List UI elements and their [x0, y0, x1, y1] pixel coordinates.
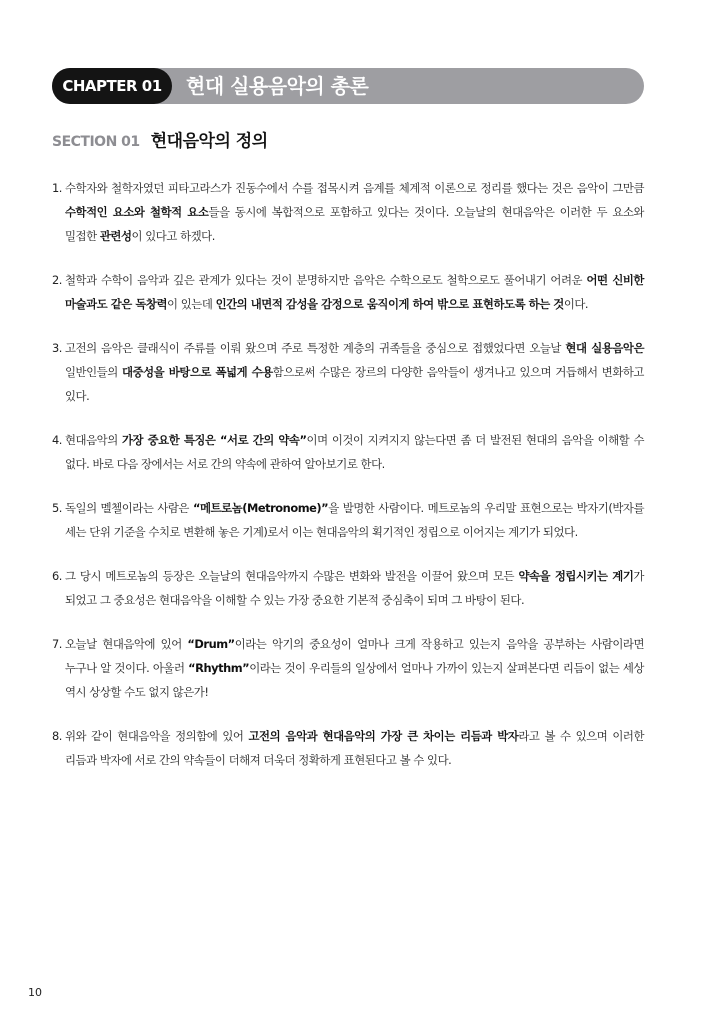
body-text: 들을 동시에 복합적으로 포함하고 있다는 것이다. 오늘날의 현대음악은 이러한 두 요소와 밀접한: [65, 205, 644, 243]
list-item: [52, 176, 644, 248]
list-item: [52, 724, 644, 772]
emphasis-text: “Drum”: [187, 637, 235, 651]
list-item: [52, 564, 644, 612]
emphasis-text: “메트로놈(Metronome)”: [192, 501, 329, 515]
body-text: 이다.: [563, 297, 589, 311]
body-text: 그 당시 메트로놈의 등장은 오늘날의 현대음악까지 수많은 변화와 발전을 이끌어 왔으며 모든: [65, 569, 519, 583]
emphasis-text: 어떤 신비한 마술과도 같은 독창력: [65, 273, 644, 311]
emphasis-text: 인간의 내면적 감성을 감정으로 움직이게 하여 밖으로 표현하도록 하는 것: [215, 297, 564, 311]
item-number: 6.: [52, 569, 62, 583]
chapter-title: 현대 실용음악의 총론: [186, 74, 369, 98]
list-item: [52, 336, 644, 408]
emphasis-text: 가장 중요한 특징은 “서로 간의 약속”: [121, 433, 307, 447]
section-label: SECTION 01: [52, 133, 140, 150]
emphasis-text: 현대 실용음악은: [565, 341, 645, 355]
emphasis-text: 관련성: [99, 229, 132, 243]
body-text: 오늘날 현대음악에 있어: [65, 637, 188, 651]
body-text: 수학자와 철학자였던 피타고라스가 진동수에서 수를 접목시켜 음계를 체계적 이론으로 정리를 했다는 것은 음악이 그만큼: [65, 181, 644, 195]
body-text: 철학과 수학이 음악과 깊은 관계가 있다는 것이 분명하지만 음악은 수학으로도 철학으로도 풀어내기 어려운: [65, 273, 587, 287]
section-heading: [52, 126, 268, 156]
emphasis-text: 약속을 정립시키는 계기: [518, 569, 634, 583]
body-text: 이며 이것이 지켜지지 않는다면 좀 더 발전된 현대의 음악을 이해할 수 없다. 바로 다음 장에서는 서로 간의 약속에 관하여 알아보기로 한다.: [65, 433, 644, 471]
emphasis-text: “Rhythm”: [188, 661, 250, 675]
body-text: 현대음악의: [65, 433, 122, 447]
emphasis-text: 대중성을 바탕으로 폭넓게 수용: [121, 365, 273, 379]
item-number: 5.: [52, 501, 62, 515]
emphasis-text: 수학적인 요소와 철학적 요소: [65, 205, 209, 219]
body-text: 이라는 것이 우리들의 일상에서 얼마나 가까이 있는지 살펴본다면 리듬이 없는 세상 역시 상상할 수도 없지 않은가!: [65, 661, 644, 699]
body-text: 이 있는데: [167, 297, 216, 311]
item-number: 1.: [52, 181, 62, 195]
list-item: [52, 496, 644, 544]
item-number: 2.: [52, 273, 62, 287]
body-text: 위와 같이 현대음악을 정의함에 있어: [65, 729, 249, 743]
item-number: 4.: [52, 433, 62, 447]
definition-list: [52, 176, 644, 792]
item-number: 7.: [52, 637, 62, 651]
section-title: 현대음악의 정의: [150, 131, 268, 152]
body-text: 일반인들의: [65, 365, 122, 379]
body-text: 을 발명한 사람이다. 메트로놈의 우리말 표현으로는 박자기(박자를 세는 단위 기준을 수치로 변환해 놓은 기계)로서 이는 현대음악의 획기적인 정립으로 이어지는 계기가 되었다.: [65, 501, 644, 539]
list-item: [52, 632, 644, 704]
body-text: 고전의 음악은 클래식이 주류를 이뤄 왔으며 주로 특정한 계층의 귀족들을 중심으로 접했었다면 오늘날: [65, 341, 566, 355]
body-text: 함으로써 수많은 장르의 다양한 음악들이 생겨나고 있으며 거듭해서 변화하고 있다.: [65, 365, 644, 403]
body-text: 라고 볼 수 있으며 이러한 리듬과 박자에 서로 간의 약속들이 더해져 더욱더 정확하게 표현된다고 볼 수 있다.: [65, 729, 645, 767]
body-text: 독일의 멜첼이라는 사람은: [65, 501, 193, 515]
list-item: [52, 268, 644, 316]
list-item: [52, 428, 644, 476]
body-text: 가 되었고 그 중요성은 현대음악을 이해할 수 있는 가장 중요한 기본적 중심축이 되며 그 바탕이 된다.: [65, 569, 644, 607]
body-text: 이 있다고 하겠다.: [131, 229, 215, 243]
chapter-label: CHAPTER 01: [52, 68, 172, 104]
page-number: 10: [28, 986, 42, 999]
body-text: 이라는 악기의 중요성이 얼마나 크게 작용하고 있는지 음악을 공부하는 사람이라면 누구나 알 것이다. 아울러: [65, 637, 645, 675]
item-number: 3.: [52, 341, 62, 355]
item-number: 8.: [52, 729, 62, 743]
emphasis-text: 고전의 음악과 현대음악의 가장 큰 차이는 리듬과 박자: [248, 729, 519, 743]
